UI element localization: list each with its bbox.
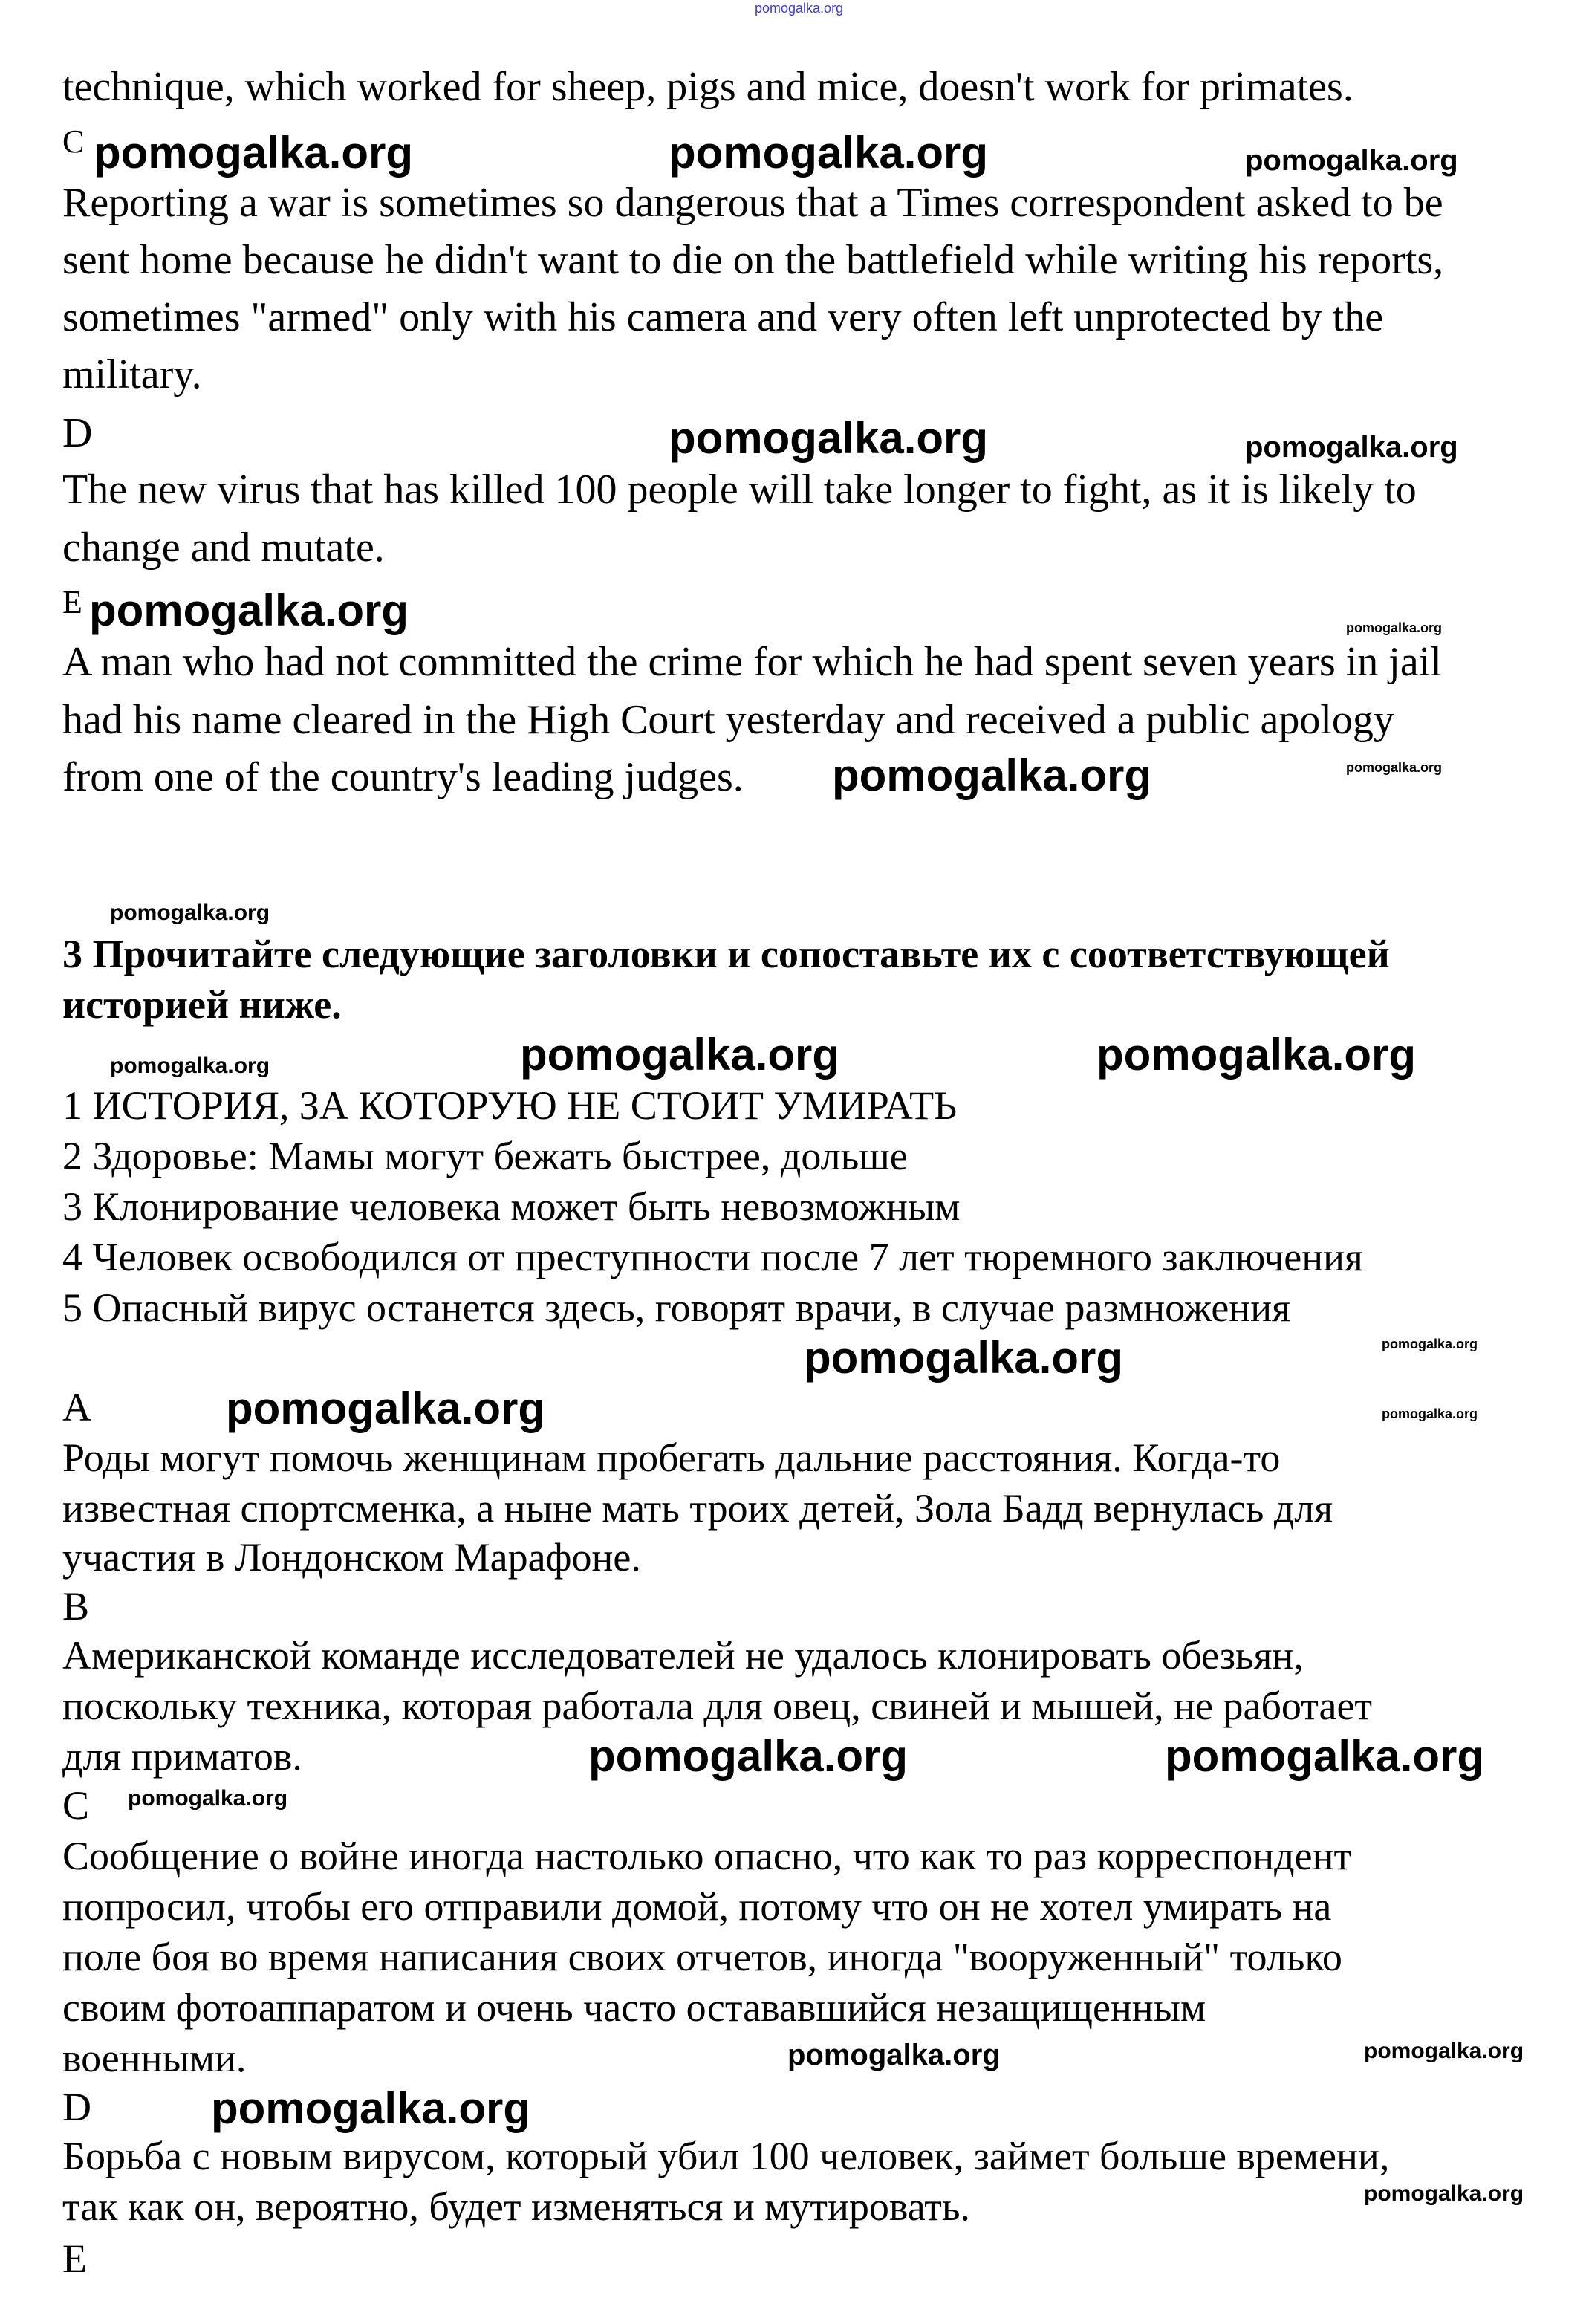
- watermark: pomogalka.org: [110, 1054, 270, 1078]
- section-label-e: E: [62, 584, 82, 620]
- watermark: pomogalka.org: [89, 585, 409, 635]
- section-label-c: C: [62, 123, 85, 160]
- watermark: pomogalka.org: [1096, 1030, 1417, 1080]
- watermark: pomogalka.org: [1364, 2181, 1524, 2206]
- story-line: Американской команде исследователей не удалось клонировать обезьян,: [62, 1633, 1304, 1678]
- paragraph-line: The new virus that has killed 100 people will take longer to fight, as it is likely to: [62, 467, 1417, 513]
- watermark: pomogalka.org: [1382, 1406, 1478, 1421]
- watermark: pomogalka.org: [787, 2039, 1001, 2071]
- watermark: pomogalka.org: [94, 128, 414, 178]
- paragraph-line: had his name cleared in the High Court yesterday and received a public apology: [62, 697, 1394, 743]
- story-line: участия в Лондонском Марафоне.: [62, 1535, 641, 1580]
- story-label-b: B: [62, 1584, 90, 1629]
- story-line: для приматов.: [62, 1734, 302, 1779]
- story-label-a: A: [62, 1385, 91, 1429]
- section-label-d: D: [62, 410, 93, 456]
- watermark: pomogalka.org: [1346, 760, 1443, 775]
- story-line: поле боя во время написания своих отчетов, иногда "вооруженный" только: [62, 1935, 1342, 1979]
- watermark: pomogalka.org: [1382, 1337, 1478, 1351]
- watermark: pomogalka.org: [128, 1786, 288, 1811]
- watermark: pomogalka.org: [1165, 1731, 1485, 1781]
- story-line: попросил, чтобы его отправили домой, потому что он не хотел умирать на: [62, 1884, 1332, 1929]
- watermark: pomogalka.org: [226, 1383, 546, 1433]
- story-line: поскольку техника, которая работала для овец, свиней и мышей, не работает: [62, 1684, 1373, 1728]
- watermark-top[interactable]: pomogalka.org: [755, 1, 844, 16]
- story-line: военными.: [62, 2036, 247, 2080]
- paragraph-line: sometimes "armed" only with his camera and very often left unprotected by the: [62, 294, 1384, 340]
- story-line: так как он, вероятно, будет изменяться и мутировать.: [62, 2184, 971, 2229]
- watermark: pomogalka.org: [804, 1333, 1124, 1383]
- watermark: pomogalka.org: [1346, 620, 1443, 635]
- task-heading: историей ниже.: [62, 982, 342, 1027]
- watermark: pomogalka.org: [588, 1731, 909, 1781]
- story-label-e: E: [62, 2236, 87, 2281]
- watermark: pomogalka.org: [211, 2083, 531, 2133]
- watermark: pomogalka.org: [1245, 144, 1458, 177]
- watermark: pomogalka.org: [1364, 2039, 1524, 2063]
- story-line: Борьба с новым вирусом, который убил 100 человек, займет больше времени,: [62, 2134, 1390, 2178]
- story-label-d: D: [62, 2085, 91, 2129]
- headline-item: 5 Опасный вирус останется здесь, говорят врачи, в случае размножения: [62, 1285, 1290, 1330]
- paragraph-line: change and mutate.: [62, 525, 385, 571]
- watermark: pomogalka.org: [669, 128, 989, 178]
- story-line: своим фотоаппаратом и очень часто остававшийся незащищенным: [62, 1985, 1206, 2030]
- watermark: pomogalka.org: [1245, 431, 1458, 464]
- paragraph-line: military.: [62, 351, 202, 397]
- story-line: известная спортсменка, а ныне мать троих детей, Зола Бадд вернулась для: [62, 1486, 1333, 1531]
- paragraph-line: A man who had not committed the crime for which he had spent seven years in jail: [62, 639, 1442, 685]
- headline-item: 1 ИСТОРИЯ, ЗА КОТОРУЮ НЕ СТОИТ УМИРАТЬ: [62, 1083, 958, 1128]
- task-heading: 3 Прочитайте следующие заголовки и сопоставьте их с соответствующей: [62, 932, 1390, 976]
- story-line: Сообщение о войне иногда настолько опасно, что как то раз корреспондент: [62, 1834, 1352, 1878]
- headline-item: 3 Клонирование человека может быть невозможным: [62, 1184, 961, 1229]
- headline-item: 4 Человек освободился от преступности после 7 лет тюремного заключения: [62, 1235, 1363, 1279]
- watermark: pomogalka.org: [832, 750, 1152, 800]
- story-label-c: C: [62, 1783, 90, 1828]
- paragraph-line: from one of the country's leading judges.: [62, 754, 744, 800]
- watermark: pomogalka.org: [520, 1030, 840, 1080]
- paragraph-line: technique, which worked for sheep, pigs and mice, doesn't work for primates.: [62, 64, 1353, 110]
- story-line: Роды могут помочь женщинам пробегать дальние расстояния. Когда-то: [62, 1435, 1281, 1480]
- watermark: pomogalka.org: [110, 900, 270, 925]
- watermark: pomogalka.org: [669, 413, 989, 463]
- headline-item: 2 Здоровье: Мамы могут бежать быстрее, дольше: [62, 1134, 908, 1178]
- paragraph-line: Reporting a war is sometimes so dangerous that a Times correspondent asked to be: [62, 180, 1443, 226]
- paragraph-line: sent home because he didn't want to die on the battlefield while writing his reports,: [62, 237, 1444, 283]
